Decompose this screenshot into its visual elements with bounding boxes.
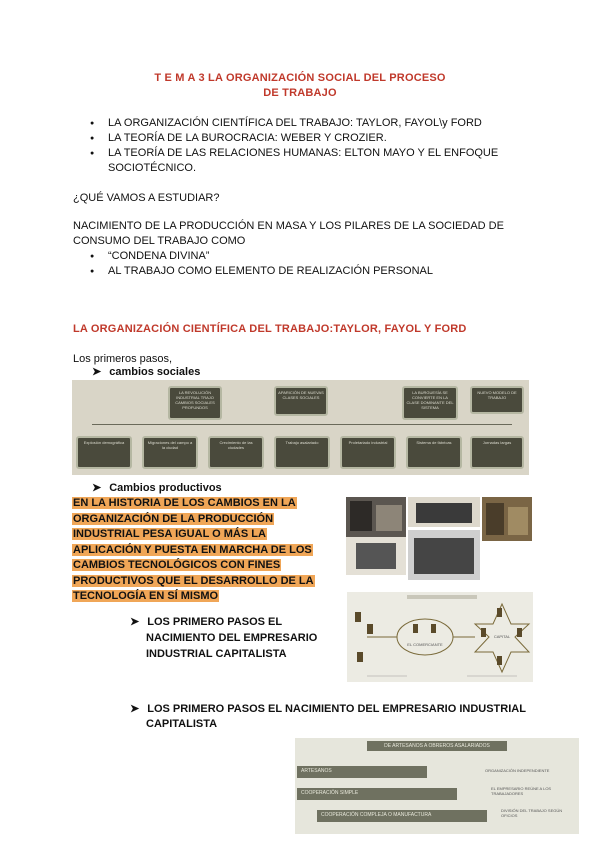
diagram-bottom-box: Explosión demográfica bbox=[76, 436, 132, 469]
social-changes-label: cambios sociales bbox=[109, 366, 201, 378]
entrepreneur-line: NACIMIENTO DEL EMPRESARIO bbox=[146, 632, 318, 644]
highlight-line: CAMBIOS TECNOLÓGICOS CON FINES bbox=[73, 559, 281, 571]
diagram-top-box: LA BURGUESÍA SE CONVIERTE EN LA CLASE DOMINANTE DEL SISTEMA bbox=[402, 386, 458, 420]
diagram-bottom-box: Sistema de fábricas bbox=[406, 436, 462, 469]
diagram-bottom-box: Trabajo asalariado bbox=[274, 436, 330, 469]
entrepreneur-line: LOS PRIMERO PASOS EL NACIMIENTO DEL EMPRESARIO INDUSTRIAL bbox=[147, 703, 526, 715]
diagram-top-box: NUEVO MODELO DE TRABAJO bbox=[470, 386, 524, 414]
artisans-bar: ARTESANOS bbox=[297, 766, 427, 778]
workshop-photo bbox=[408, 530, 480, 580]
workers-photo bbox=[482, 497, 532, 541]
topics-list bbox=[88, 116, 518, 176]
artisans-note: DIVISIÓN DEL TRABAJO SEGÚN OFICIOS bbox=[501, 808, 563, 818]
highlight-line: ORGANIZACIÓN DE LA PRODUCCIÓN bbox=[73, 512, 274, 525]
entrepreneur-line: INDUSTRIAL CAPITALISTA bbox=[146, 648, 287, 660]
topic-item: ● LA TEORÍA DE LA BUROCRACIA: WEBER Y CROZIER. bbox=[88, 131, 518, 146]
page-title-line2: DE TRABAJO bbox=[263, 87, 337, 99]
highlight-line: INDUSTRIAL PESA IGUAL O MÁS LA bbox=[73, 528, 266, 540]
highlight-line: APLICACIÓN Y PUESTA EN MARCHA DE LOS bbox=[73, 543, 312, 556]
entrepreneur-line: CAPITALISTA bbox=[146, 718, 218, 730]
artisans-header: DE ARTESANOS A OBREROS ASALARIADOS bbox=[367, 741, 507, 751]
capitalist-diagram bbox=[347, 592, 533, 682]
highlight-line: EN LA HISTORIA DE LOS CAMBIOS EN LA bbox=[73, 497, 296, 509]
pillars-list bbox=[88, 249, 518, 279]
diagram-top-box: APARICIÓN DE NUEVAS CLASES SOCIALES bbox=[274, 386, 328, 416]
highlight-line: PRODUCTIVOS QUE EL DESARROLLO DE LA bbox=[73, 574, 314, 587]
capitalist-star-label: CAPITAL bbox=[493, 634, 511, 639]
machine-engraving-photo bbox=[346, 537, 406, 575]
topic-item: ● LA ORGANIZACIÓN CIENTÍFICA DEL TRABAJO: TAYLOR, FAYOL\y FORD bbox=[88, 116, 518, 131]
capitalist-center-label: EL COMERCIANTE bbox=[407, 642, 443, 647]
topic-item: ● LA TEORÍA DE LAS RELACIONES HUMANAS: ELTON MAYO Y EL ENFOQUE SOCIOTÉCNICO. bbox=[88, 146, 518, 176]
pillar-item: ● “CONDENA DIVINA” bbox=[88, 249, 518, 264]
highlight-line: TECNOLOGÍA EN SÍ MISMO bbox=[73, 590, 219, 602]
diagram-bottom-box: Jornadas largas bbox=[470, 436, 524, 469]
section-title: LA ORGANIZACIÓN CIENTÍFICA DEL TRABAJO:TAYLOR, FAYOL Y FORD bbox=[73, 323, 467, 335]
page-title-line1: T E M A 3 LA ORGANIZACIÓN SOCIAL DEL PROCESO bbox=[154, 72, 446, 84]
arrow-bullet-icon: ➤ bbox=[92, 482, 102, 494]
productive-changes-item bbox=[92, 481, 222, 496]
entrepreneur-item-2 bbox=[130, 702, 550, 732]
artisans-diagram bbox=[295, 738, 579, 834]
diagram-bottom-box: Migraciones del campo a la ciudad bbox=[142, 436, 198, 469]
arrow-bullet-icon: ➤ bbox=[130, 616, 140, 628]
factory-photo bbox=[408, 497, 480, 527]
productive-changes-label: Cambios productivos bbox=[109, 482, 222, 494]
artisans-bar: COOPERACIÓN COMPLEJA O MANUFACTURA bbox=[317, 810, 487, 822]
pillar-item: ● AL TRABAJO COMO ELEMENTO DE REALIZACIÓN PERSONAL bbox=[88, 264, 518, 279]
entrepreneur-item-1 bbox=[130, 614, 330, 662]
question-heading: ¿QUÉ VAMOS A ESTUDIAR? bbox=[73, 192, 220, 204]
arrow-bullet-icon: ➤ bbox=[130, 703, 140, 715]
industrial-photo-collage bbox=[346, 497, 406, 537]
diagram-bottom-box: Crecimiento de las ciudades bbox=[208, 436, 264, 469]
artisans-bar: COOPERACIÓN SIMPLE bbox=[297, 788, 457, 800]
arrow-bullet-icon: ➤ bbox=[92, 366, 102, 378]
entrepreneur-line: LOS PRIMERO PASOS EL bbox=[147, 616, 283, 628]
highlighted-paragraph bbox=[72, 496, 322, 605]
intro-paragraph: NACIMIENTO DE LA PRODUCCIÓN EN MASA Y LOS PILARES DE LA SOCIEDAD DE CONSUMO DEL TRABAJO COMO bbox=[73, 220, 504, 247]
first-steps-text: Los primeros pasos, bbox=[73, 353, 173, 365]
diagram-bottom-box: Proletariado industrial bbox=[340, 436, 396, 469]
page-title bbox=[0, 71, 600, 101]
social-changes-item bbox=[92, 365, 200, 380]
diagram-top-box: LA REVOLUCIÓN INDUSTRIAL TRAJO CAMBIOS SOCIALES PROFUNDOS bbox=[168, 386, 222, 420]
artisans-note: ORGANIZACIÓN INDEPENDIENTE bbox=[485, 768, 550, 773]
artisans-note: EL EMPRESARIO REÚNE A LOS TRABAJADORES bbox=[491, 786, 552, 796]
social-changes-diagram bbox=[72, 380, 529, 475]
